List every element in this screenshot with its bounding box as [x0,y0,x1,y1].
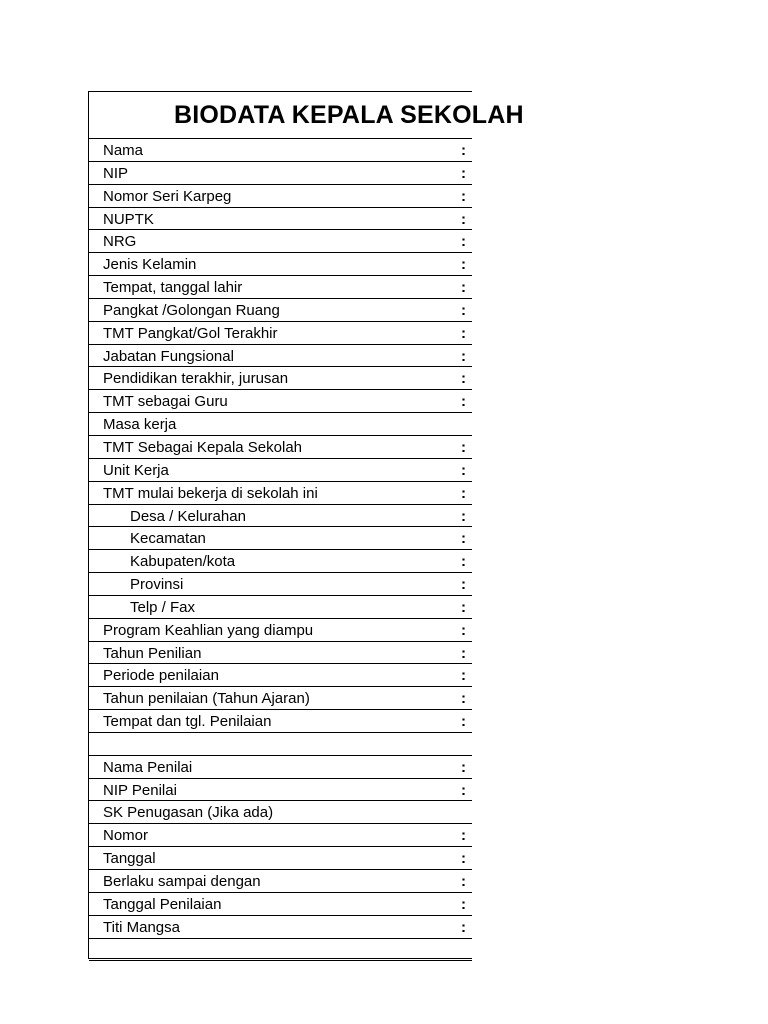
field-colon: : [461,598,466,616]
field-label: Pangkat /Golongan Ruang [103,301,280,319]
field-colon: : [461,713,466,731]
field-label: Program Keahlian yang diampu [103,621,314,639]
form-row [89,596,472,619]
field-label: Kecamatan [130,530,206,548]
field-label: Provinsi [130,576,184,594]
form-row [89,664,472,687]
field-label: TMT Pangkat/Gol Terakhir [103,324,278,342]
field-label: Unit Kerja [103,461,169,479]
field-label: SK Penugasan (Jika ada) [103,804,274,822]
field-label: Tempat dan tgl. Penilaian [103,713,272,731]
field-colon: : [461,576,466,594]
field-label: Jabatan Fungsional [103,347,234,365]
form-row [89,413,472,436]
form-row [89,756,472,779]
form-row [89,505,472,528]
field-colon: : [461,918,466,936]
form-row [89,276,472,299]
field-colon: : [461,644,466,662]
form-row [89,527,472,550]
form-row [89,208,472,231]
field-label: Titi Mangsa [103,918,180,936]
form-row [89,139,472,162]
field-colon: : [461,210,466,228]
form-row [89,779,472,802]
field-colon: : [461,279,466,297]
form-row [89,253,472,276]
form-row [89,916,472,939]
form-row [89,550,472,573]
form-row [89,230,472,253]
field-colon: : [461,233,466,251]
field-colon: : [461,850,466,868]
field-label: TMT mulai bekerja di sekolah ini [103,484,318,502]
field-colon: : [461,347,466,365]
form-row [89,687,472,710]
form-row [89,619,472,642]
field-colon: : [461,553,466,571]
field-colon: : [461,256,466,274]
field-colon: : [461,667,466,685]
field-label: Nama Penilai [103,758,193,776]
field-label: Berlaku sampai dengan [103,873,261,890]
field-label: Kabupaten/kota [130,553,236,571]
title-row [89,92,524,139]
field-colon: : [461,827,466,845]
document-title: BIODATA KEPALA SEKOLAH [174,101,524,129]
field-label: TMT Sebagai Kepala Sekolah [103,438,303,456]
field-label: Telp / Fax [130,598,196,616]
field-colon: : [461,873,466,890]
form-row [89,893,472,916]
field-colon: : [461,438,466,456]
field-label: Nomor [103,827,149,845]
field-label: Pendidikan terakhir, jurusan [103,370,289,388]
field-colon: : [461,324,466,342]
field-colon: : [461,621,466,639]
form-row [89,847,472,870]
form-row [89,642,472,665]
form-row [89,299,472,322]
field-colon: : [461,758,466,776]
field-label: Tanggal [103,850,156,868]
field-label: Nomor Seri Karpeg [103,187,232,205]
form-row [89,390,472,413]
field-label: NIP Penilai [103,781,177,799]
field-colon: : [461,781,466,799]
form-row [89,801,472,824]
field-label: NUPTK [103,210,154,228]
field-label: TMT sebagai Guru [103,393,228,411]
form-row [89,322,472,345]
field-label: Tempat, tanggal lahir [103,279,243,297]
biodata-form-sheet [88,91,524,959]
field-label: NIP [103,164,129,182]
field-label: Tahun penilaian (Tahun Ajaran) [103,690,310,708]
field-colon: : [461,187,466,205]
form-row [89,870,472,893]
field-colon: : [461,164,466,182]
field-colon: : [461,393,466,411]
field-label: NRG [103,233,137,251]
form-row [89,824,472,847]
field-colon: : [461,690,466,708]
field-colon: : [461,301,466,319]
field-label: Nama [103,142,144,159]
field-label: Desa / Kelurahan [130,507,246,525]
form-rows [89,139,472,961]
field-colon: : [461,530,466,548]
field-label: Tanggal Penilaian [103,895,222,913]
form-row [89,436,472,459]
form-row [89,573,472,596]
form-row [89,345,472,368]
form-row [89,367,472,390]
field-colon: : [461,461,466,479]
field-label: Jenis Kelamin [103,256,197,274]
form-row [89,482,472,505]
form-row [89,459,472,482]
blank-row [89,939,472,962]
form-row [89,185,472,208]
form-row [89,162,472,185]
blank-row [89,733,472,756]
field-colon: : [461,895,466,913]
field-label: Masa kerja [103,416,177,434]
field-colon: : [461,370,466,388]
field-colon: : [461,507,466,525]
field-label: Tahun Penilian [103,644,202,662]
field-label: Periode penilaian [103,667,219,685]
field-colon: : [461,142,466,159]
field-colon: : [461,484,466,502]
form-row [89,710,472,733]
